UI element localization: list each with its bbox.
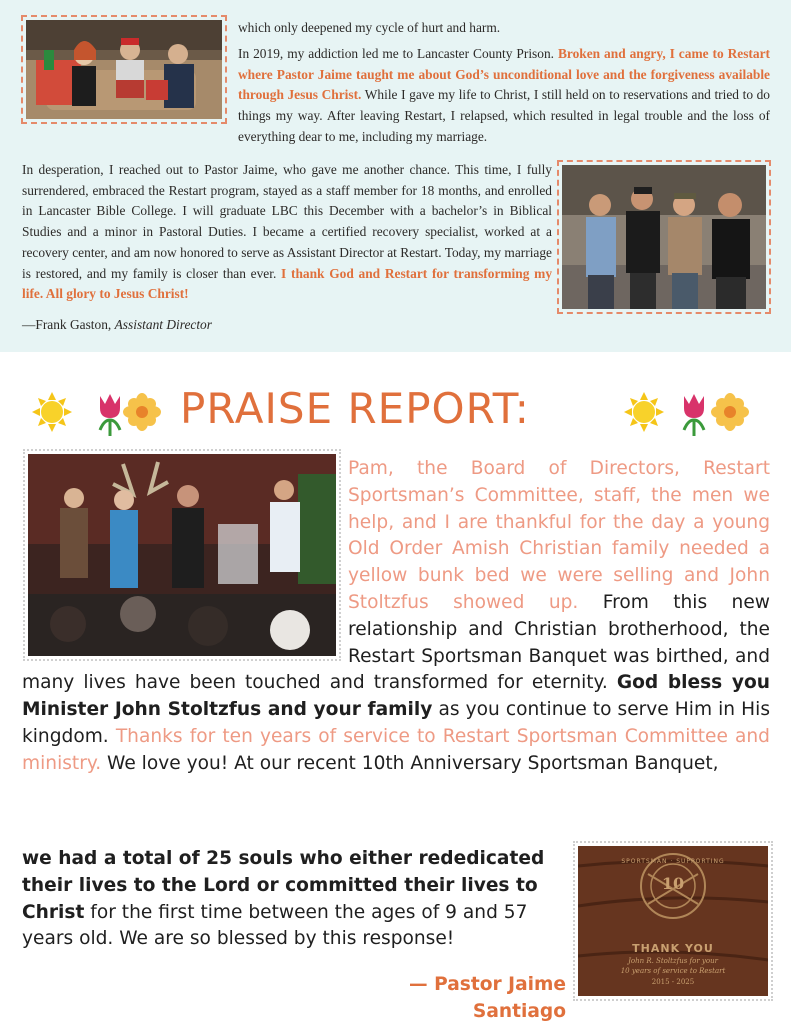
- para1-start: In 2019, my addiction led me to Lancaster County Prison.: [238, 46, 558, 61]
- staff-group-image: [562, 165, 766, 309]
- testimony-paragraph-1: [238, 44, 770, 148]
- left-flower-row: [30, 386, 170, 436]
- praise-body-2: as you continue to serve Him in His kingdom.: [22, 699, 771, 747]
- plaque-line-4: 2015 - 2025: [651, 978, 695, 986]
- praise-bold-1: God bless you Minister John Stoltzfus and your family: [22, 672, 770, 721]
- praise-body-4: for the first time between the ages of 9 and 57 years old. We are so blessed by this response!: [22, 901, 528, 950]
- plaque-ring-top: SPORTSMAN · SUPPORTING: [621, 858, 725, 865]
- plaque-line-3: 10 years of service to Restart: [620, 967, 726, 975]
- para2-highlight: I thank God and Restart for transforming my life. All glory to Jesus Christ!: [22, 265, 553, 302]
- photo-family-couch: [26, 20, 222, 119]
- testimony-paragraph-2: [22, 160, 552, 305]
- praise-signature: — Pastor Jaime Santiago: [409, 974, 566, 1022]
- praise-body-1: From this new relationship and Christian brotherhood, the Restart Sportsman Banquet was birthed, and many lives have been touched and transformed for eternity.: [22, 591, 770, 694]
- sun-icon: [624, 392, 664, 432]
- praise-report-title: PRAISE REPORT:: [180, 384, 530, 433]
- plaque-line-1: THANK YOU: [632, 942, 714, 955]
- tulip-icon: [100, 394, 120, 436]
- intro-line: which only deepened my cycle of hurt and harm.: [238, 20, 501, 35]
- para1-end: While I gave my life to Christ, I still held on to reservations and tried to do things my way. After leaving Restart, I relapsed, which resulted in legal trouble and the loss of everything dear to me, including my marriage.: [238, 87, 770, 144]
- praise-salmon-intro: Pam, the Board of Directors, Restart Sportsman’s Committee, staff, the men we help, and I are thankful for the day a young Old Order Amish Christian family needed a yellow bunk bed we were selling and John Stoltzfus showed up.: [348, 458, 770, 613]
- plaque-ring-mid: 10: [661, 874, 685, 893]
- praise-salmon-2: Thanks for ten years of service to Restart Sportsman Committee and ministry.: [22, 725, 770, 774]
- family-couch-image: [26, 20, 222, 119]
- praise-body: [22, 456, 770, 778]
- praise-report-header: [0, 378, 791, 438]
- praise-body-3: We love you! At our recent 10th Anniversary Sportsman Banquet,: [101, 752, 719, 774]
- signature-name: —Frank Gaston,: [22, 317, 115, 332]
- praise-closing: [22, 846, 566, 953]
- right-flower-row: [622, 386, 762, 436]
- para1-highlight: Broken and angry, I came to Restart where Pastor Jaime taught me about God’s unconditional love and the forgiveness available through Jesus Christ.: [238, 46, 770, 103]
- testimony-section: [0, 0, 791, 352]
- photo-thank-you-plaque: [578, 846, 768, 996]
- daisy-icon: [711, 393, 749, 431]
- tulip-icon: [684, 394, 704, 436]
- photo-staff-group: [562, 165, 766, 309]
- plaque-line-2: John R. Stoltzfus for your: [628, 957, 718, 965]
- praise-bold-2: we had a total of 25 souls who either rededicated their lives to the Lord or committed their lives to Christ: [22, 848, 545, 923]
- photo-spacer: [22, 456, 348, 666]
- testimony-signature: [22, 315, 422, 336]
- daisy-icon: [123, 393, 161, 431]
- para2-start: In desperation, I reached out to Pastor Jaime, who gave me another chance. This time, I fully surrendered, embraced the Restart program, stayed as a staff member for 18 months, and enrolled in Lancaster Bible College. I will graduate LBC this December with a bachelor’s in Biblical Studies and a minor in Pastoral Duties. I became a certified recovery specialist, worked at a recovery center, and am now honored to serve as Assistant Director at Restart. Today, my marriage is restored, and my family is closer than ever.: [22, 162, 552, 281]
- signature-title: Assistant Director: [114, 317, 212, 332]
- sun-icon: [32, 392, 72, 432]
